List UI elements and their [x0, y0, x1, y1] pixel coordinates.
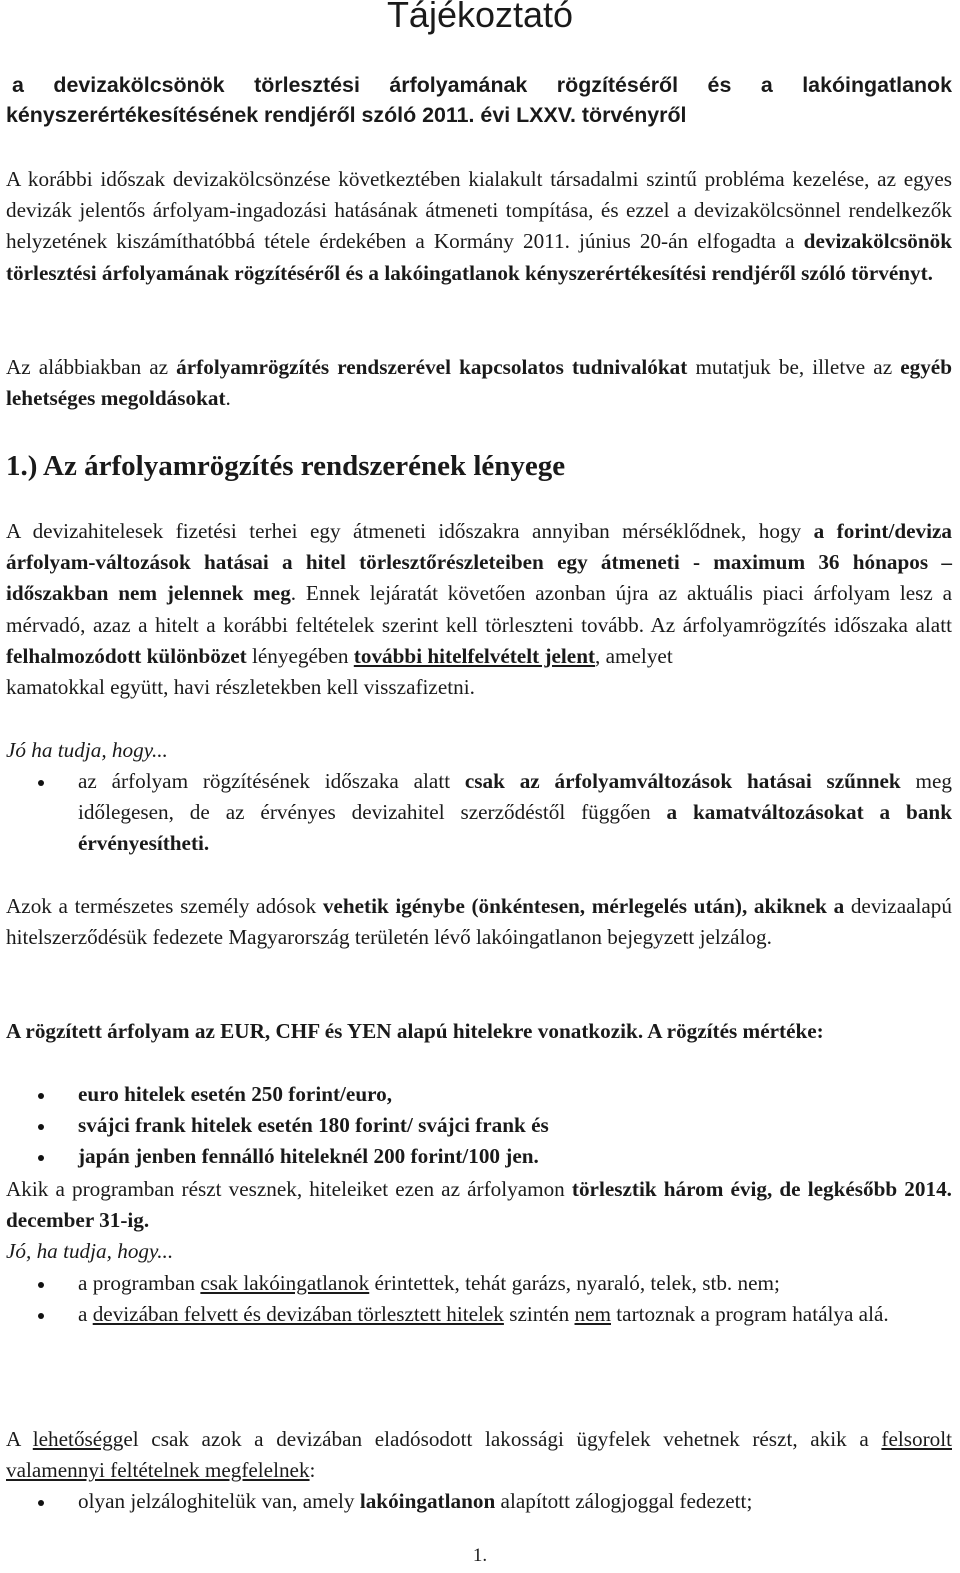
document-title: Tájékoztató [386, 0, 574, 35]
section-1-paragraph-2: Azok a természetes személy adósok vehetik igénybe (önkéntesen, mérlegelés után), akiknek a devizaalapú hitelszerződésük fedezete Magyarország területén lévő lakóingatlanon bejegyzett jelzálog. [6, 894, 952, 950]
section-1-paragraph-5: A lehetőséggel csak azok a devizában eladósodott lakossági ügyfelek vehetnek részt, akik a felsorolt valamennyi feltételnek megfelelnek: [6, 1427, 952, 1483]
page-number: 1. [472, 1545, 488, 1566]
section-1-heading: 1.) Az árfolyamrögzítés rendszerének lényege [6, 450, 566, 482]
bullet-icon [38, 1093, 44, 1099]
intro-paragraph-1: A korábbi időszak devizakölcsönzése következtében kialakult társadalmi szintű probléma kezelése, az egyes devizák jelentős árfolyam-ingadozási hatásának átmeneti tompítása, és ezzel a devizakölcsönnel rendelkezők helyzetének kiszámíthatóbbá tétele érdekében a Kormány 2011. június 20-án elfogadta a devizakölcsönök törlesztési árfolyamának rögzítéséről és a lakóingatlanok kényszerértékesítési rendjéről szóló törvényt. [6, 167, 952, 285]
tip-list-1 [0, 766, 952, 860]
bullet-icon [38, 1282, 44, 1288]
bullet-icon [38, 1155, 44, 1161]
bullet-icon [38, 1313, 44, 1319]
list-item: az árfolyam rögzítésének időszaka alatt csak az árfolyamváltozások hatásai szűnnek meg időlegesen, de az érvényes devizahitel szerződéstől függően a kamatváltozásokat a bank érvényesítheti. [0, 766, 952, 860]
law-title: devizakölcsönök törlesztési árfolyamának rögzítéséről és a lakóingatlanok kényszerértékesítési rendjéről szóló törvényt. [6, 229, 952, 285]
bullet-icon [38, 780, 44, 786]
subtitle-line-2: kényszerértékesítésének rendjéről szóló 2011. évi LXXV. törvényről [6, 103, 687, 127]
document-subtitle [6, 70, 952, 130]
section-1-paragraph-4: Akik a programban részt vesznek, hiteleiket ezen az árfolyamon törlesztik három évig, de legkésőbb 2014. december 31-ig. [6, 1177, 952, 1233]
list-item: a devizában felvett és devizában törlesztett hitelek szintén nem tartoznak a program hatálya alá. [0, 1299, 952, 1330]
list-item: a programban csak lakóingatlanok érintettek, tehát garázs, nyaraló, telek, stb. nem; [0, 1268, 952, 1299]
condition-list [0, 1486, 952, 1517]
intro-paragraph-2: Az alábbiakban az árfolyamrögzítés rendszerével kapcsolatos tudnivalókat mutatjuk be, illetve az egyéb lehetséges megoldásokat. [6, 355, 952, 411]
list-item: japán jenben fennálló hiteleknél 200 forint/100 jen. [0, 1141, 952, 1172]
tip-heading-1: Jó ha tudja, hogy... [6, 738, 168, 762]
subtitle-line-1: a devizakölcsönök törlesztési árfolyamának rögzítéséről és a lakóingatlanok [12, 73, 952, 97]
section-1-paragraph-1: A devizahitelesek fizetési terhei egy átmeneti időszakra annyiban mérséklődnek, hogy a forint/deviza árfolyam-változások hatásai a hitel törlesztőrészleteiben egy átmeneti - maximum 36 hónapos – időszakban nem jelennek meg. Ennek lejáratát követően azonban újra az aktuális piaci árfolyam lesz a mérvadó, azaz a hitelt a korábbi feltételek szerint kell törleszteni tovább. Az árfolyamrögzítés időszaka alatt felhalmozódott különbözet lényegében további hitelfelvételt jelent, amelyet kamatokkal együtt, havi részletekben kell visszafizetni. [6, 519, 952, 700]
list-item: olyan jelzáloghitelük van, amely lakóingatlanon alapított zálogjoggal fedezett; [0, 1486, 952, 1517]
rate-intro: A rögzített árfolyam az EUR, CHF és YEN alapú hitelekre vonatkozik. A rögzítés mértéke: [6, 1019, 824, 1043]
rate-list [0, 1079, 952, 1173]
tip-list-2 [0, 1268, 952, 1330]
list-item: euro hitelek esetén 250 forint/euro, [0, 1079, 952, 1110]
bullet-icon [38, 1500, 44, 1506]
tip-heading-2: Jó, ha tudja, hogy... [6, 1239, 174, 1263]
bullet-icon [38, 1124, 44, 1130]
list-item: svájci frank hitelek esetén 180 forint/ svájci frank és [0, 1110, 952, 1141]
